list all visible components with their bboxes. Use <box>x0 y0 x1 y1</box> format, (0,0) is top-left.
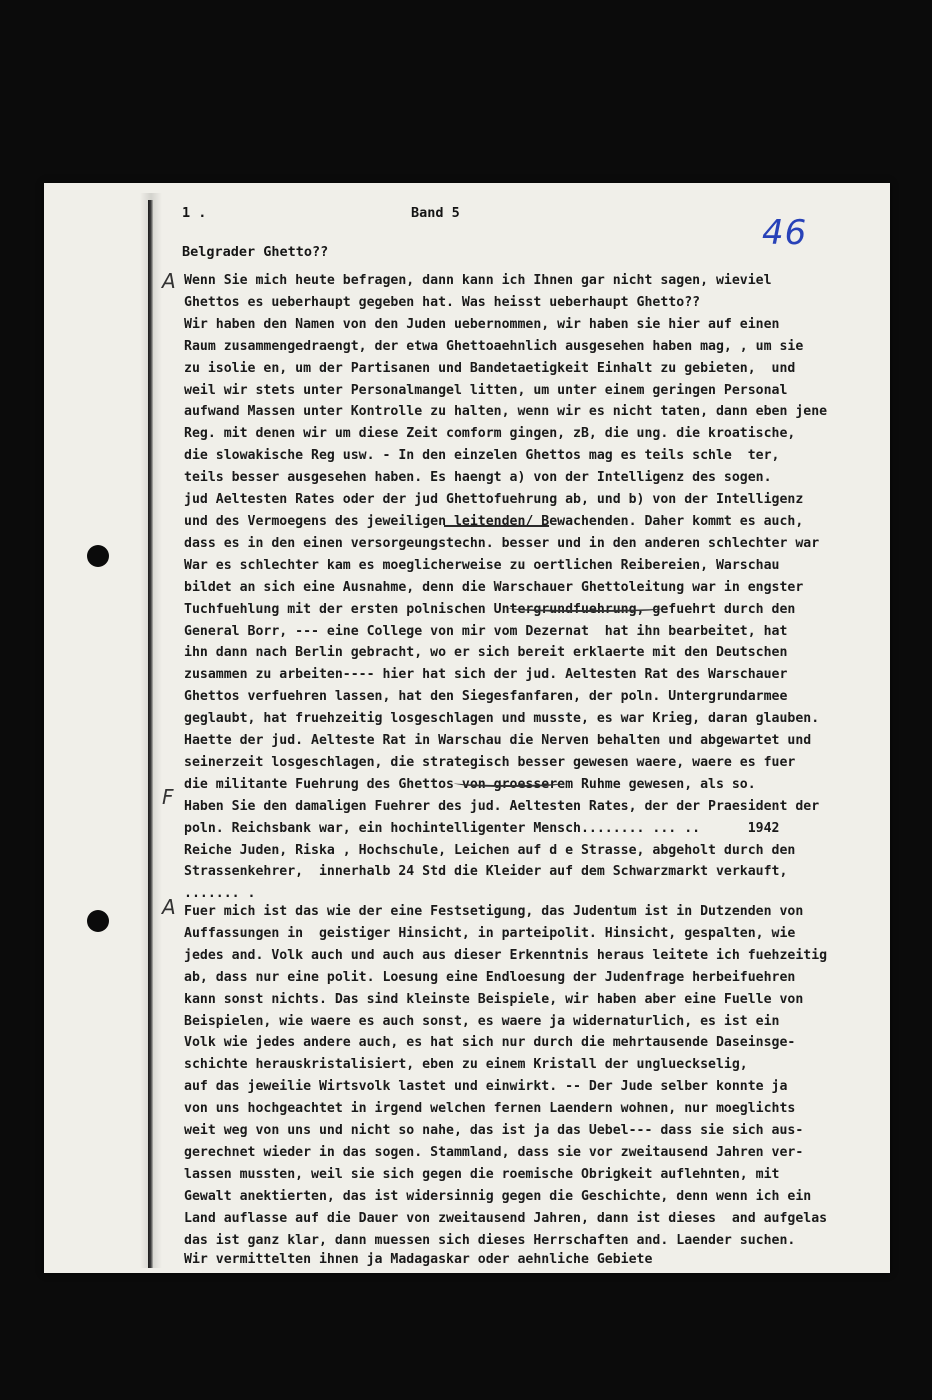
text-line: jedes and. Volk auch und auch aus dieser Erkenntnis heraus leitete ich fuehzeitig <box>184 947 828 963</box>
text-line: dass es in den einen versorgeungstechn. besser und in den anderen schlechter war <box>184 535 820 551</box>
text-line: die slowakische Reg usw. - In den einzelen Ghettos mag es teils schle ter, <box>184 448 780 464</box>
text-line: Tuchfuehlung mit der ersten polnischen Untergrundfuehrung, gefuehrt durch den <box>184 601 796 617</box>
text-line: zusammen zu arbeiten---- hier hat sich der jud. Aeltesten Rat des Warschauer <box>184 667 788 683</box>
text-line: das ist ganz klar, dann muessen sich dieses Herrschaften and. Laender suchen. <box>184 1232 796 1248</box>
margin-mark: A <box>162 895 176 919</box>
text-line: jud Aeltesten Rates oder der jud Ghettofuehrung ab, und b) von der Intelligenz <box>184 492 804 508</box>
text-line: Auffassungen in geistiger Hinsicht, in parteipolit. Hinsicht, gespalten, wie <box>184 925 796 941</box>
text-line: gerechnet wieder in das sogen. Stammland, dass sie vor zweitausend Jahren ver- <box>184 1144 804 1160</box>
text-line: Wenn Sie mich heute befragen, dann kann ich Ihnen gar nicht sagen, wieviel <box>184 273 772 288</box>
punch-hole <box>87 545 109 567</box>
text-line: Strassenkehrer, innerhalb 24 Std die Kleider auf dem Schwarzmarkt verkauft, <box>184 864 788 880</box>
text-line: zu isolie en, um der Partisanen und Bandetaetigkeit Einhalt zu gebieten, und <box>184 360 796 376</box>
text-line: Wir vermittelten ihnen ja Madagaskar oder aehnliche Gebiete <box>184 1252 653 1267</box>
text-line: kann sonst nichts. Das sind kleinste Beispiele, wir haben aber eine Fuelle von <box>184 991 804 1007</box>
handwritten-underline <box>508 604 666 612</box>
text-line: ....... . <box>184 886 256 902</box>
text-line: Beispielen, wie waere es auch sonst, es waere ja widernaturlich, es ist ein <box>184 1013 780 1029</box>
text-line: General Borr, --- eine College von mir vom Dezernat hat ihn bearbeitet, hat <box>184 623 788 639</box>
text-line: schichte herauskristalisiert, eben zu einem Kristall der unglueckselig, <box>184 1057 748 1073</box>
text-line: Volk wie jedes andere auch, es hat sich nur durch die mehrtausende Daseinsge- <box>184 1035 796 1051</box>
text-line: Haette der jud. Aelteste Rat in Warschau die Nerven behalten und abgewartet und <box>184 733 812 749</box>
text-line: weit weg von uns und nicht so nahe, das ist ja das Uebel--- dass sie sich aus- <box>184 1123 804 1139</box>
handwritten-underline <box>454 779 564 787</box>
text-line: geglaubt, hat fruehzeitig losgeschlagen und musste, es war Krieg, daran glauben. <box>184 711 820 727</box>
text-line: aufwand Massen unter Kontrolle zu halten, wenn wir es nicht taten, dann eben jene <box>184 404 828 420</box>
text-line: Fuer mich ist das wie der eine Festsetigung, das Judentum ist in Dutzenden von <box>184 904 804 919</box>
paragraph-3 <box>184 1249 652 1271</box>
text-line: Land auflasse auf die Dauer von zweitausend Jahren, dann ist dieses and aufgelas <box>184 1210 828 1226</box>
text-line: die militante Fuehrung des Ghettos von groesserem Ruhme gewesen, als so. <box>184 776 756 792</box>
text-line: von uns hochgeachtet in irgend welchen fernen Laendern wohnen, nur moeglichts <box>184 1101 796 1117</box>
paragraph-2 <box>184 901 827 1252</box>
text-line: seinerzeit losgeschlagen, die strategisch besser gewesen waere, waere es fuer <box>184 754 796 770</box>
text-line: und des Vermoegens des jeweiligen leitenden/ Bewachenden. Daher kommt es auch, <box>184 513 804 529</box>
band-label: Band 5 <box>411 205 460 221</box>
text-line: auf das jeweilie Wirtsvolk lastet und einwirkt. -- Der Jude selber konnte ja <box>184 1079 788 1095</box>
text-line: Ghettos es ueberhaupt gegeben hat. Was heisst ueberhaupt Ghetto?? <box>184 294 701 310</box>
folio-number: 46 <box>762 213 808 253</box>
section-title: Belgrader Ghetto?? <box>182 244 329 260</box>
text-line: Gewalt anektierten, das ist widersinnig gegen die Geschichte, denn wenn ich ein <box>184 1188 812 1204</box>
text-line: Reiche Juden, Riska , Hochschule, Leichen auf d e Strasse, abgeholt durch den <box>184 842 796 858</box>
text-line: Wir haben den Namen von den Juden uebernommen, wir haben sie hier auf einen <box>184 316 780 332</box>
document-page <box>44 183 890 1273</box>
text-line: poln. Reichsbank war, ein hochintelligenter Mensch........ ... .. 1942 <box>184 820 780 836</box>
text-line: ihn dann nach Berlin gebracht, wo er sich bereit erklaerte mit den Deutschen <box>184 645 788 661</box>
text-line: Reg. mit denen wir um diese Zeit comform gingen, zB, die ung. die kroatische, <box>184 426 796 442</box>
punch-hole <box>87 910 109 932</box>
margin-mark: F <box>162 785 174 809</box>
text-line: War es schlechter kam es moeglicherweise zu oertlichen Reibereien, Warschau <box>184 557 780 573</box>
handwritten-underline <box>444 525 549 527</box>
margin-rule <box>148 200 153 1268</box>
text-line: Raum zusammengedraengt, der etwa Ghettoaehnlich ausgesehen haben mag, , um sie <box>184 338 804 354</box>
text-line: teils besser ausgesehen haben. Es haengt a) von der Intelligenz des sogen. <box>184 470 772 486</box>
text-line: weil wir stets unter Personalmangel litten, um unter einem geringen Personal <box>184 382 788 398</box>
text-line: lassen mussten, weil sie sich gegen die roemische Obrigkeit auflehnten, mit <box>184 1166 780 1182</box>
page-number: 1 . <box>182 205 207 221</box>
text-line: bildet an sich eine Ausnahme, denn die Warschauer Ghettoleitung war in engster <box>184 579 804 595</box>
margin-mark: A <box>162 269 176 293</box>
text-line: Haben Sie den damaligen Fuehrer des jud. Aeltesten Rates, der der Praesident der <box>184 798 820 814</box>
text-line: ab, dass nur eine polit. Loesung eine Endloesung der Judenfrage herbeifuehren <box>184 969 796 985</box>
paragraph-1 <box>184 270 827 905</box>
text-line: Ghettos verfuehren lassen, hat den Siegesfanfaren, der poln. Untergrundarmee <box>184 689 788 705</box>
